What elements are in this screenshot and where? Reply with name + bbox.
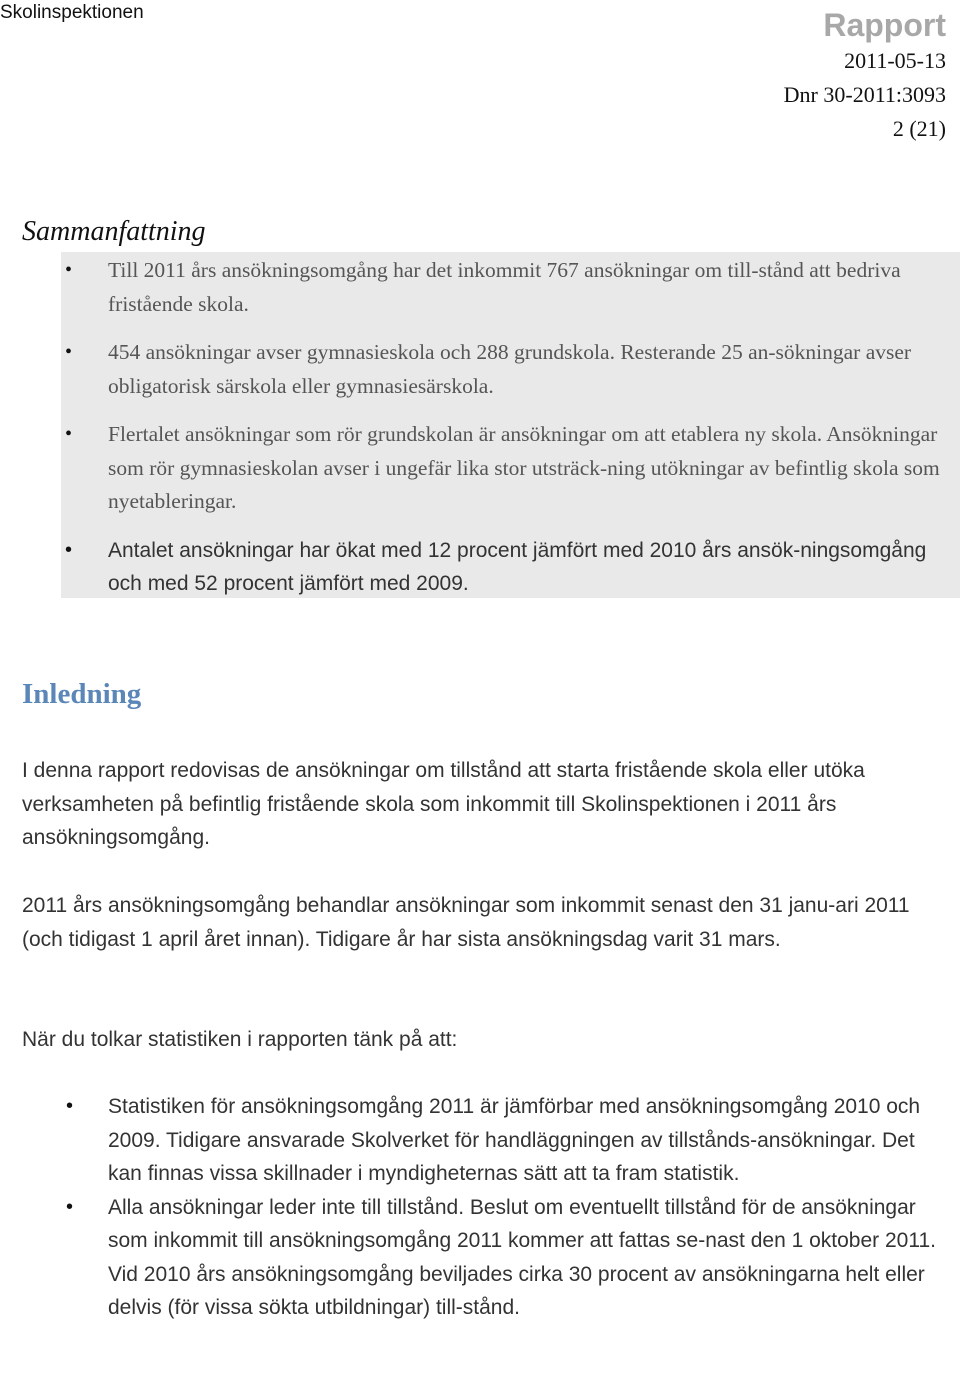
bullet-icon: • (66, 1095, 74, 1117)
summary-item (61, 254, 941, 321)
bullet-icon: • (66, 1195, 74, 1218)
bullet-icon: • (65, 423, 73, 445)
intro-paragraph-1: I denna rapport redovisas de ansökningar om tillstånd att starta fristående skola eller utöka verksamheten på befintlig fristående skola som inkommit till Skolinspektionen i 2011 års ansökningsomgång. (22, 759, 865, 849)
summary-item (61, 418, 941, 519)
summary-item (61, 534, 941, 601)
list-item-text: Alla ansökningar leder inte till tillstånd. Beslut om eventuellt tillstånd för de ansökningar som inkommit till ansökningsomgång 2011 kommer att fattas se-nast den 1 oktober 2011. Vid 2010 års ansökningsomgång beviljades cirka 30 procent av ansökningarna helt eller delvis (för vissa sökta utbildningar) till-stånd. (108, 1195, 936, 1319)
summary-item-text: Antalet ansökningar har ökat med 12 procent jämfört med 2010 års ansök-ningsomgång och med 52 procent jämfört med 2009. (108, 538, 927, 595)
list-item (22, 1191, 952, 1325)
summary-list (61, 254, 941, 616)
summary-item-text: Flertalet ansökningar som rör grundskolan är ansökningar om att etablera ny skola. Ansökningar som rör gymnasieskolan avser i ungefär lika stor utsträck-ning utökningar av befintlig skola som nyetableringar. (108, 422, 940, 513)
summary-item-text: Till 2011 års ansökningsomgång har det inkommit 767 ansökningar om till-stånd att bedriva fristående skola. (108, 258, 901, 316)
organization-name: Skolinspektionen (0, 2, 144, 23)
summary-item-text: 454 ansökningar avser gymnasieskola och 288 grundskola. Resterande 25 an-sökningar avser obligatorisk särskola eller gymnasiesärskola. (108, 340, 912, 398)
report-date: 2011-05-13 (844, 48, 946, 73)
intro-heading: Inledning (22, 678, 142, 710)
report-dnr: Dnr 30-2011:3093 (783, 82, 946, 107)
list-item-text: Statistiken för ansökningsomgång 2011 är jämförbar med ansökningsomgång 2010 och 2009. Tidigare ansvarade Skolverket för handläggningen av tillstånds-ansökningar. Det kan finnas vissa skillnader i myndigheternas sätt att ta fram statistik. (108, 1095, 921, 1185)
interpretation-list (22, 1090, 952, 1325)
bullet-icon: • (65, 538, 73, 561)
summary-item (61, 336, 941, 403)
report-title: Rapport (823, 7, 946, 43)
document-header (784, 6, 946, 146)
summary-heading: Sammanfattning (22, 216, 206, 247)
bullet-icon: • (65, 259, 73, 281)
page-number: 2 (21) (892, 116, 946, 141)
intro-paragraph-2: 2011 års ansökningsomgång behandlar ansökningar som inkommit senast den 31 janu-ari 2011 (och tidigast 1 april året innan). Tidigare år har sista ansökningsdag varit 31 mars. (22, 894, 910, 951)
list-item (22, 1090, 952, 1191)
intro-paragraph-3: När du tolkar statistiken i rapporten tänk på att: (22, 1028, 458, 1051)
bullet-icon: • (65, 341, 73, 363)
